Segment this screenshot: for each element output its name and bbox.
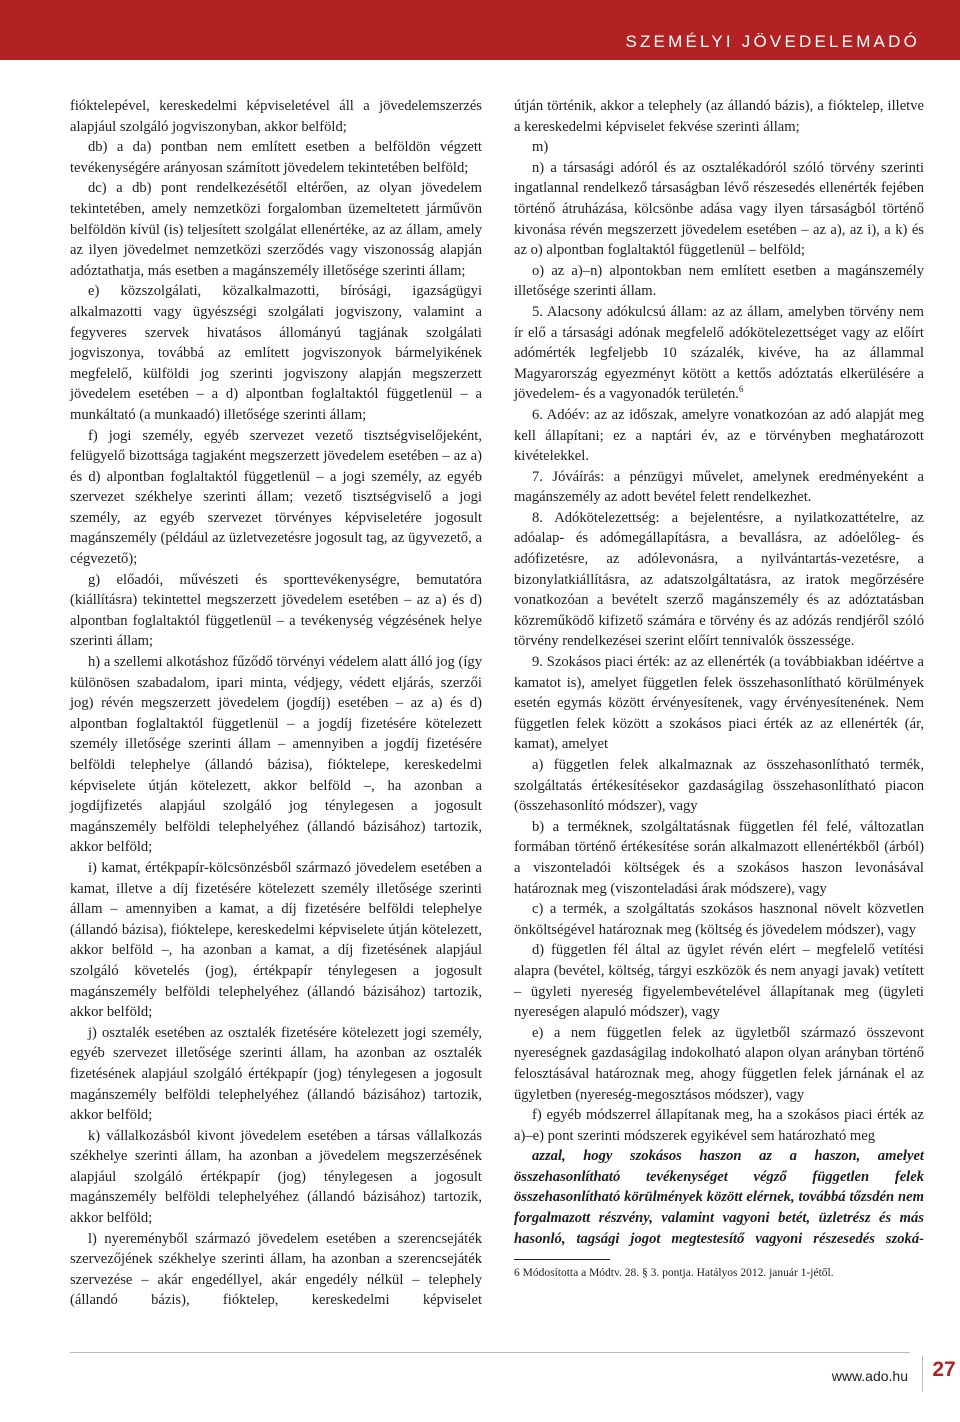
footer-website-link[interactable]: www.ado.hu xyxy=(831,1368,908,1384)
footnote: 6 Módosította a Módtv. 28. § 3. pontja. Hatályos 2012. január 1-jétől. xyxy=(514,1267,834,1280)
page-number-divider xyxy=(922,1356,923,1392)
paragraph: 9. Szokásos piaci érték: az az ellenérték (a továbbiakban idéértve a kamatot is), amelyet független felek összehasonlítható körülmények esetén egymás között érvényesítenek, vagy érvényesítenének. Nem független felek között a szokásos piaci érték az az ellenérték (ár, kamat), amelyet xyxy=(514,654,924,753)
paragraph: j) osztalék esetében az osztalék fizetésére kötelezett jogi személy, egyéb szervezet illetősége szerinti állam, ha azonban az osztalék fizetésének alapjául szolgáló értékpapír (jog) ténylegesen a jogosult magánszemély belföldi telephelyéhez (állandó bázisához) tartozik, akkor belföld; xyxy=(70,1024,482,1124)
paragraph: db) a da) pontban nem említett esetben a belföldön végzett tevékenységére arányosan számított jövedelem tekintetében belföld; xyxy=(70,139,482,176)
paragraph: f) jogi személy, egyéb szervezet vezető tisztségviselőjeként, felügyelő bizottsága tagjaként megszerzett jövedelem esetében – az a) és d) alpontban foglaltaktól függetlenül – a jogi személy, az egyéb szervezet székhelye szerinti állam; vezető tisztségviselő a jogi személy, az egyéb szervezet törvényes képviseletére jogosult magánszemély (például az üzletvezetésre jogosult tag, az ügyvezető, a cégvezető); xyxy=(70,427,482,568)
paragraph: g) előadói, művészeti és sporttevékenységre, bemutatóra (kiállításra) tekintettel megszerzett jövedelem esetében – az a) és d) alpontban foglaltaktól függetlenül – a tevékenység végzésének helye szerinti állam; xyxy=(70,571,482,650)
page-section-title: SZEMÉLYI JÖVEDELEMADÓ xyxy=(625,32,920,51)
paragraph: 7. Jóváírás: a pénzügyi művelet, amelynek eredményeként a magánszemély az adott bevétel felett rendelkezhet. xyxy=(514,468,924,506)
paragraph: dc) a db) pont rendelkezésétől eltérően, az olyan jövedelem tekintetében, amely nemzetközi forgalomban üzemeltetett járművön belföldön kívül (is) teljesített szolgálat ellenértéke, az az állam, amely az ilyen jövedelmet nemzetközi szerződés vagy viszonosság alapján adóztathatja, más esetben a magánszemély illetősége szerinti állam; xyxy=(70,180,482,279)
footnote-divider xyxy=(514,1259,610,1260)
paragraph: i) kamat, értékpapír-kölcsönzésből származó jövedelem esetében a kamat, illetve a díj fizetésére kötelezett személy illetősége szerinti állam – amennyiben a kamat, a díj fizetésére belföldi telephelye (állandó bázisa), fióktelepe, kereskedelmi képviselete útján kötelezett, akkor belföld –, ha azonban a kamat, a díj fizetésének alapjául szolgáló követelés (jog), értékpapír ténylegesen a jogosult magánszemély belföldi telephelyéhez (állandó bázisához) tartozik, akkor belföld; xyxy=(70,859,482,1021)
paragraph: d) független fél által az ügylet révén elért – megfelelő vetítési alapra (bevétel, költség, tárgyi eszközök és nem anyagi javak) vetített – ügyleti nyereség figyelembevételével állapítanak meg (ügyleti nyereségen alapuló módszer), vagy xyxy=(514,942,924,1021)
paragraph: útján történik, akkor a telephely (az állandó bázis), a fióktelep, illetve a kereskedelmi képviselet fekvése szerinti állam; xyxy=(514,98,924,135)
footer-divider xyxy=(70,1352,910,1353)
paragraph-text: 5. Alacsony adókulcsú állam: az az állam, amelyben törvény nem ír elő a társasági adónak megfelelő adókötelezettséget vagy az előírt adómérték legfeljebb 10 százalék, kivéve, ha az állammal Magyarország egyezményt kötött a kettős adóztatás elkerülésére a jövedelem- és a vagyonadók területén. xyxy=(514,303,924,403)
paragraph: 8. Adókötelezettség: a bejelentésre, a nyilatkozattételre, az adóalap- és adómegállapításra, a bevallásra, az adóelőleg- és adófizetésre, az adólevonásra, a nyilvántartás-vezetésre, a bizonylatkiállításra, az adatszolgáltatásra, az iratok megőrzésére vonatkozóan a bevételt szerző magánszemély és az adóztatásban közreműködő kifizető számára e törvény és az adózás rendjéről szóló törvény rendelkezései szerint előírt tennivalók összessége. xyxy=(514,509,924,650)
paragraph: m) xyxy=(532,139,549,156)
paragraph: e) a nem független felek az ügyletből származó összevont nyereségnek gazdaságilag indokolható alapon olyan arányban történő felosztásával határoznak meg, ahogy független felek járnának el az ügyletben (nyereség-megosztásos módszer), vagy xyxy=(514,1024,924,1103)
paragraph: k) vállalkozásból kivont jövedelem esetében a társas vállalkozás székhelye szerinti állam, ha azonban a jövedelem megszerzésének alapjául szolgáló értékpapír (jog) ténylegesen a jogosult magánszemély belföldi telephelyéhez (állandó bázisához) tartozik, akkor belföld; xyxy=(70,1127,482,1227)
left-column xyxy=(70,96,482,1311)
paragraph: a) független felek alkalmaznak az összehasonlítható termék, szolgáltatás értékesítésekor gazdaságilag összehasonlítható piacon (összehasonlító módszer), vagy xyxy=(514,757,924,815)
paragraph: f) egyéb módszerrel állapítanak meg, ha a szokásos piaci érték az a)–e) pont szerinti módszerek egyikével sem határozható meg xyxy=(514,1107,924,1144)
paragraph-with-footnote xyxy=(514,302,924,405)
paragraph: l) nyereményből származó jövedelem esetében a szerencsejáték szervezőjének székhelye szerinti állam, ha azonban a szerencsejáték szervezése – akár engedéllyel, akár engedély nélkül – telephely (állandó bázis), fióktelep, kereskedelmi képviselet xyxy=(70,1230,482,1309)
page-number: 27 xyxy=(932,1358,956,1381)
paragraph: e) közszolgálati, közalkalmazotti, bírósági, igazságügyi alkalmazotti vagy ügyészségi szolgálati jogviszony, valamint a fegyveres szervek hivatásos állományú tagjának szolgálati jogviszonya, továbbá az említett jogviszonyok bármelyikének megfelelő, külföldi jog szerinti jogviszony alapján megszerzett jövedelem esetében – a d) alpontban foglaltaktól függetlenül – a munkáltató (a munkaadó) illetősége szerinti állam; xyxy=(70,283,482,423)
paragraph: o) az a)–n) alpontokban nem említett esetben a magánszemély illetősége szerinti állam. xyxy=(514,262,924,300)
paragraph: b) a terméknek, szolgáltatásnak független fél felé, változatlan formában történő értékesítése során alkalmazott ellenértékből (árból) a viszonteladói költségek és a szokásos haszon levonásával határoznak meg (viszonteladási árak módszere), vagy xyxy=(514,818,924,897)
footnote-marker: 6 xyxy=(738,384,744,395)
paragraph: n) a társasági adóról és az osztalékadóról szóló törvény szerinti ingatlannal rendelkező társaságban lévő részesedés ellenérték fejében történő átruházása, kölcsönbe adása vagy ilyen társaságból történő kivonása révén megszerzett jövedelem esetében – az a), az i), a k) és az o) alpontban foglaltaktól függetlenül – belföld; xyxy=(514,159,924,259)
header-band xyxy=(0,0,960,60)
emphasized-paragraph: azzal, hogy szokásos haszon az a haszon, amelyet összehasonlítható tevékenységet végző független felek összehasonlítható körülmények között elérnek, továbbá tőzsdén nem forgalmazott részvény, valamint vagyoni betét, üzletrész és más hasonló, tagsági jogot megtestesítő vagyoni részesedés szoká- xyxy=(514,1148,924,1247)
paragraph: fióktelepével, kereskedelmi képviseletével áll a jövedelemszerzés alapjául szolgáló jogviszonyban, akkor belföld; xyxy=(70,98,482,135)
right-column xyxy=(514,96,924,1281)
paragraph: h) a szellemi alkotáshoz fűződő törvényi védelem alatt álló jog (így különösen szabadalom, ipari minta, védjegy, védett eljárás, szerzői jog) révén megszerzett jövedelem (jogdíj) esetében – az a) és d) alpontban foglaltaktól függetlenül – a jogdíj fizetésére kötelezett személy illetősége szerinti állam – amennyiben a jogdíj fizetésére belföldi telephelye (állandó bázisa), fióktelepe, kereskedelmi képviselete útján kötelezett, akkor belföld –, ha azonban a jogdíjfizetés alapjául szolgáló jog ténylegesen a jogosult magánszemély belföldi telephelyéhez (állandó bázisához) tartozik, akkor belföld; xyxy=(70,654,482,856)
paragraph: 6. Adóév: az az időszak, amelyre vonatkozóan az adó alapját meg kell állapítani; ez a naptári év, az e törvényben meghatározott kivételekkel. xyxy=(514,406,924,465)
paragraph: c) a termék, a szolgáltatás szokásos hasznonal növelt közvetlen önköltségével határoznak meg (költség és jövedelem módszer), vagy xyxy=(514,901,924,938)
